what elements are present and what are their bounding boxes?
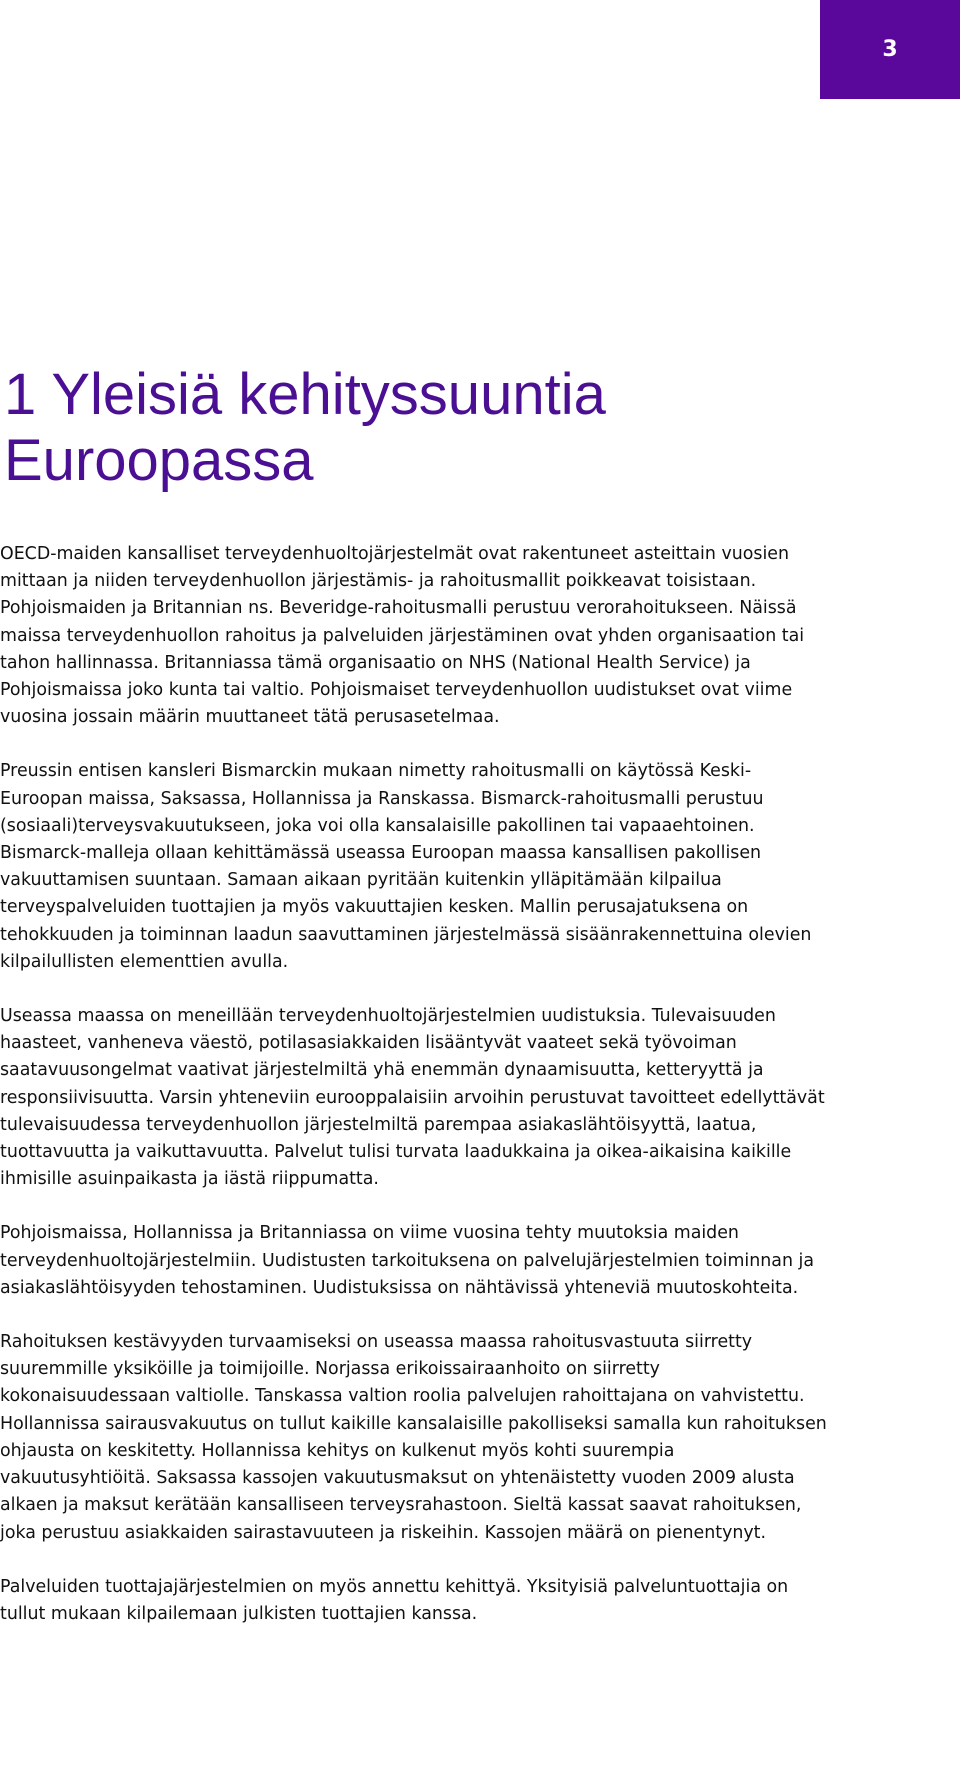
paragraph-2: Preussin entisen kansleri Bismarckin mukaan nimetty rahoitusmalli on käytössä Keski-Euroopan maissa, Saksassa, Hollannissa ja Ranskassa. Bismarck-rahoitusmalli perustuu (sosiaali)terveysvakuutukseen, joka voi olla kansalaisille pakollinen tai vapaaehtoinen. Bismarck-malleja ollaan kehittämässä useassa Euroopan maassa kansallisen pakollisen vakuuttamisen suuntaan. Samaan aikaan pyritään kuitenkin ylläpitämään kilpailua terveyspalveluiden tuottajien ja myös vakuuttajien kesken. Mallin perusajatuksena on tehokkuuden ja toiminnan laadun saavuttaminen järjestelmässä sisäänrakennettuina olevien kilpailullisten elementtien avulla. xyxy=(0,761,812,972)
page-number: 3 xyxy=(882,37,898,62)
paragraph-6: Palveluiden tuottajajärjestelmien on myös annettu kehittyä. Yksityisiä palveluntuottajia on tullut mukaan kilpailemaan julkisten tuottajien kanssa. xyxy=(0,1576,789,1624)
chapter-title-line-1: 1 Yleisiä kehityssuuntia xyxy=(4,362,606,427)
paragraph-1: OECD-maiden kansalliset terveydenhuoltojärjestelmät ovat rakentuneet asteittain vuosien mittaan ja niiden terveydenhuollon järjestämis- ja rahoitusmallit poikkeavat toisistaan. Pohjoismaiden ja Britannian ns. Beveridge-rahoitusmalli perustuu verorahoitukseen. Näissä maissa terveydenhuollon rahoitus ja palveluiden järjestäminen ovat yhden organisaation tai tahon hallinnassa. Britanniassa tämä organisaatio on NHS (National Health Service) ja Pohjoismaissa joko kunta tai valtio. Pohjoismaiset terveydenhuollon uudistukset ovat viime vuosina jossain määrin muuttaneet tätä perusasetelmaa. xyxy=(0,544,805,728)
page-number-badge xyxy=(820,0,960,99)
paragraph-3: Useassa maassa on meneillään terveydenhuoltojärjestelmien uudistuksia. Tulevaisuuden haasteet, vanheneva väestö, potilasasiakkaiden lisääntyvät vaateet sekä työvoiman saatavuusongelmat vaativat järjestelmiltä yhä enemmän dynaamisuutta, ketteryyttä ja responsiivisuutta. Varsin yhteneviin eurooppalaisiin arvoihin perustuvat tavoitteet edellyttävät tulevaisuudessa terveydenhuollon järjestelmiltä parempaa asiakaslähtöisyyttä, laatua, tuottavuutta ja vaikuttavuutta. Palvelut tulisi turvata laadukkaina ja oikea-aikaisina kaikille ihmisille asuinpaikasta ja iästä riippumatta. xyxy=(0,1006,825,1190)
paragraph-5: Rahoituksen kestävyyden turvaamiseksi on useassa maassa rahoitusvastuuta siirretty suuremmille yksiköille ja toimijoille. Norjassa erikoissairaanhoito on siirretty kokonaisuudessaan valtiolle. Tanskassa valtion roolia palvelujen rahoittajana on vahvistettu. Hollannissa sairausvakuutus on tullut kaikille kansalaisille pakolliseksi samalla kun rahoituksen ohjausta on keskitetty. Hollannissa kehitys on kulkenut myös kohti suurempia vakuutusyhtiöitä. Saksassa kassojen vakuutusmaksut on yhtenäistetty vuoden 2009 alusta alkaen ja maksut kerätään kansalliseen terveysrahastoon. Sieltä kassat saavat rahoituksen, joka perustuu asiakkaiden sairastavuuteen ja riskeihin. Kassojen määrä on pienentynyt. xyxy=(0,1332,827,1543)
chapter-title-line-2: Euroopassa xyxy=(4,428,314,493)
chapter-title xyxy=(4,362,904,494)
paragraph-4: Pohjoismaissa, Hollannissa ja Britanniassa on viime vuosina tehty muutoksia maiden terveydenhuoltojärjestelmiin. Uudistusten tarkoituksena on palvelujärjestelmien toiminnan ja asiakaslähtöisyyden tehostaminen. Uudistuksissa on nähtävissä yhteneviä muutoskohteita. xyxy=(0,1223,814,1298)
body-text xyxy=(0,541,830,1655)
